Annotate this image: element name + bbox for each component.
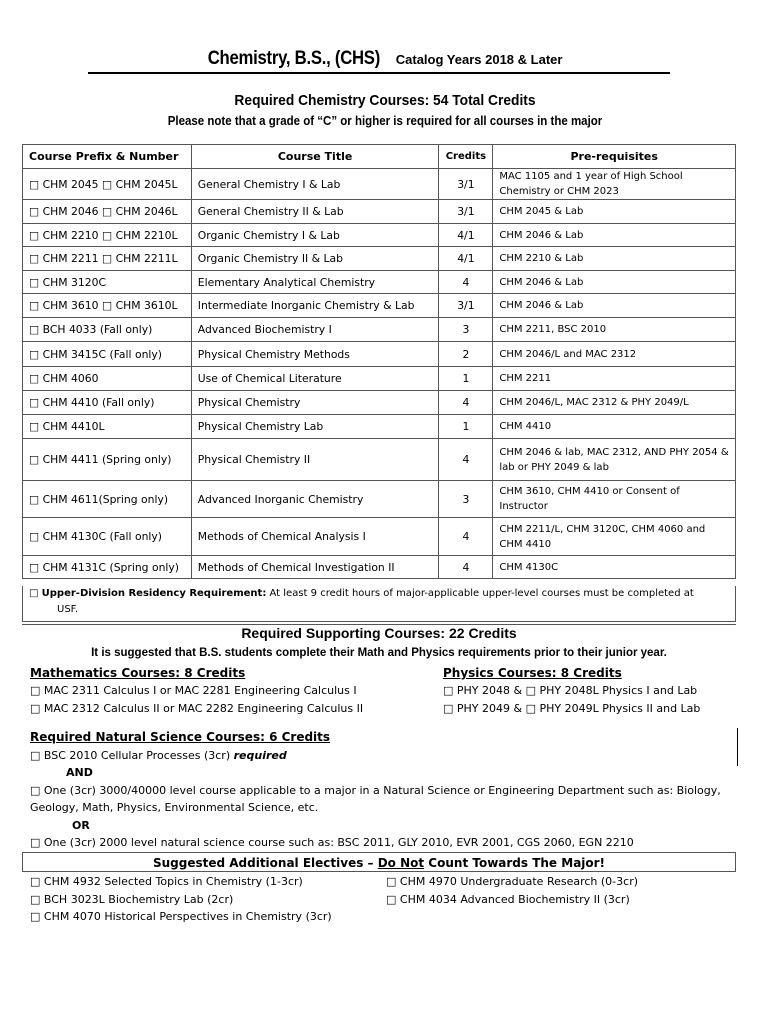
grade-note: Please note that a grade of “C” or higher is required for all courses in the major (167, 114, 603, 128)
table-row (23, 367, 736, 391)
electives-right (386, 873, 638, 908)
electives-heading: Suggested Additional Electives – Do Not Count Towards The Major! (22, 852, 736, 872)
table-row (23, 200, 736, 224)
physics-heading: Physics Courses: 8 Credits (443, 666, 622, 680)
and-text: AND (66, 766, 93, 779)
list-item[interactable]: □ MAC 2311 Calculus I or MAC 2281 Engineering Calculus I (30, 684, 357, 697)
title-cell: Organic Chemistry II & Lab (191, 247, 439, 271)
course-cell[interactable]: □ CHM 3610 □ CHM 3610L (23, 294, 192, 318)
title-cell: Advanced Inorganic Chemistry (191, 481, 439, 518)
electives-left (30, 873, 332, 926)
residency-requirement (22, 586, 736, 622)
required-tag: required (233, 748, 287, 762)
table-row (23, 247, 736, 271)
table-row (23, 415, 736, 439)
credits-cell: 4 (439, 391, 493, 415)
title-cell: Use of Chemical Literature (191, 367, 439, 391)
title-cell: Organic Chemistry I & Lab (191, 224, 439, 247)
list-item[interactable]: □ CHM 4970 Undergraduate Research (0-3cr) (386, 875, 639, 888)
table-row (23, 224, 736, 247)
margin-line (737, 728, 738, 766)
prereq-cell: CHM 2211/L, CHM 3120C, CHM 4060 and CHM 4410 (493, 518, 736, 556)
credits-cell: 3/1 (439, 169, 493, 200)
credits-cell: 1 (439, 415, 493, 439)
title-cell: Physical Chemistry (191, 391, 439, 415)
credits-cell: 4 (439, 439, 493, 481)
page-title (88, 48, 670, 74)
math-heading: Mathematics Courses: 8 Credits (30, 666, 246, 680)
prereq-cell: CHM 2046 & lab, MAC 2312, AND PHY 2054 & lab or PHY 2049 & lab (493, 439, 736, 481)
course-cell[interactable]: □ CHM 4130C (Fall only) (23, 518, 192, 556)
table-row (23, 294, 736, 318)
title-cell: Methods of Chemical Analysis I (191, 518, 439, 556)
table-row (23, 271, 736, 294)
supporting-note: It is suggested that B.S. students complete their Math and Physics requirements prior to their junior year. (91, 647, 667, 659)
prereq-cell: CHM 2211, BSC 2010 (493, 318, 736, 342)
list-item[interactable]: □ PHY 2049 & □ PHY 2049L Physics II and Lab (443, 702, 701, 715)
col-course-header: Course Prefix & Number (23, 145, 192, 169)
title-cell: General Chemistry II & Lab (191, 200, 439, 224)
course-cell[interactable]: □ CHM 4410 (Fall only) (23, 391, 192, 415)
math-section (30, 664, 363, 718)
prereq-cell: CHM 2046 & Lab (493, 294, 736, 318)
list-item[interactable]: □ One (3cr) 2000 level natural science course such as: BSC 2011, GLY 2010, EVR 2001, CGS 2060, EGN 2210 (30, 836, 634, 849)
prereq-cell: CHM 3610, CHM 4410 or Consent of Instructor (493, 481, 736, 518)
prereq-cell: CHM 2045 & Lab (493, 200, 736, 224)
course-cell[interactable]: □ CHM 4411 (Spring only) (23, 439, 192, 481)
program-title: Chemistry, B.S., (CHS) (207, 48, 380, 69)
credits-cell: 4 (439, 518, 493, 556)
required-courses-heading: Required Chemistry Courses: 54 Total Credits (234, 92, 536, 109)
credits-cell: 4/1 (439, 247, 493, 271)
table-row (23, 439, 736, 481)
title-cell: Advanced Biochemistry I (191, 318, 439, 342)
required-courses-table (22, 144, 736, 579)
list-item[interactable]: □ CHM 4034 Advanced Biochemistry II (3cr) (386, 892, 630, 906)
credits-cell: 4 (439, 556, 493, 579)
checkbox-icon[interactable]: □ (29, 588, 39, 599)
natural-science-heading: Required Natural Science Courses: 6 Credits (30, 730, 331, 744)
table-header-row (23, 145, 736, 169)
list-item[interactable]: □ BSC 2010 Cellular Processes (3cr) required (30, 748, 287, 762)
course-cell[interactable]: □ CHM 4131C (Spring only) (23, 556, 192, 579)
table-row (23, 391, 736, 415)
title-cell: Methods of Chemical Investigation II (191, 556, 439, 579)
table-row (23, 556, 736, 579)
residency-label: Upper-Division Residency Requirement: (41, 588, 267, 599)
course-cell[interactable]: □ CHM 2211 □ CHM 2211L (23, 247, 192, 271)
list-item[interactable]: □ CHM 4070 Historical Perspectives in Chemistry (3cr) (30, 910, 332, 923)
credits-cell: 2 (439, 342, 493, 367)
or-text: OR (72, 818, 90, 832)
prereq-cell: CHM 2210 & Lab (493, 247, 736, 271)
course-cell[interactable]: □ CHM 2045 □ CHM 2045L (23, 169, 192, 200)
title-cell: Physical Chemistry Lab (191, 415, 439, 439)
prereq-cell: CHM 2211 (493, 367, 736, 391)
prereq-cell: CHM 2046 & Lab (493, 271, 736, 294)
list-item[interactable]: □ One (3cr) 3000/40000 level course applicable to a major in a Natural Science or Engineering Department such as: Biology, (30, 783, 721, 797)
table-row (23, 481, 736, 518)
list-item[interactable]: □ BCH 3023L Biochemistry Lab (2cr) (30, 892, 234, 906)
prereq-cell: CHM 4130C (493, 556, 736, 579)
table-row (23, 518, 736, 556)
catalog-years: Catalog Years 2018 & Later (395, 52, 563, 67)
course-cell[interactable]: □ BCH 4033 (Fall only) (23, 318, 192, 342)
credits-cell: 4/1 (439, 224, 493, 247)
course-cell[interactable]: □ CHM 2210 □ CHM 2210L (23, 224, 192, 247)
list-item-cont: Geology, Math, Physics, Environmental Science, etc. (30, 801, 319, 814)
list-item[interactable]: □ CHM 4932 Selected Topics in Chemistry (1-3cr) (30, 875, 303, 888)
list-item[interactable]: □ MAC 2312 Calculus II or MAC 2282 Engineering Calculus II (30, 702, 364, 715)
course-cell[interactable]: □ CHM 2046 □ CHM 2046L (23, 200, 192, 224)
title-cell: Physical Chemistry II (191, 439, 439, 481)
course-cell[interactable]: □ CHM 3415C (Fall only) (23, 342, 192, 367)
course-cell[interactable]: □ CHM 4410L (23, 415, 192, 439)
credits-cell: 3/1 (439, 200, 493, 224)
title-cell: General Chemistry I & Lab (191, 169, 439, 200)
prereq-cell: MAC 1105 and 1 year of High School Chemistry or CHM 2023 (493, 169, 736, 200)
course-cell[interactable]: □ CHM 3120C (23, 271, 192, 294)
supporting-courses-heading: Required Supporting Courses: 22 Credits (22, 624, 736, 641)
prereq-cell: CHM 2046/L and MAC 2312 (493, 342, 736, 367)
course-cell[interactable]: □ CHM 4060 (23, 367, 192, 391)
residency-text: At least 9 credit hours of major-applicable upper-level courses must be completed at (269, 588, 694, 599)
title-cell: Elementary Analytical Chemistry (191, 271, 439, 294)
prereq-cell: CHM 2046/L, MAC 2312 & PHY 2049/L (493, 391, 736, 415)
list-item[interactable]: □ PHY 2048 & □ PHY 2048L Physics I and Lab (443, 684, 698, 697)
residency-text-cont: USF. (57, 604, 78, 615)
prereq-cell: CHM 4410 (493, 415, 736, 439)
col-prereq-header: Pre-requisites (493, 145, 736, 169)
title-cell: Physical Chemistry Methods (191, 342, 439, 367)
title-cell: Intermediate Inorganic Chemistry & Lab (191, 294, 439, 318)
table-row (23, 342, 736, 367)
prereq-cell: CHM 2046 & Lab (493, 224, 736, 247)
credits-cell: 4 (439, 271, 493, 294)
credits-cell: 3 (439, 318, 493, 342)
physics-section (443, 664, 700, 718)
table-row (23, 169, 736, 200)
credits-cell: 1 (439, 367, 493, 391)
natural-science-section (30, 729, 730, 852)
course-cell[interactable]: □ CHM 4611(Spring only) (23, 481, 192, 518)
credits-cell: 3/1 (439, 294, 493, 318)
credits-cell: 3 (439, 481, 493, 518)
col-credits-header: Credits (439, 145, 493, 169)
col-title-header: Course Title (191, 145, 439, 169)
table-row (23, 318, 736, 342)
